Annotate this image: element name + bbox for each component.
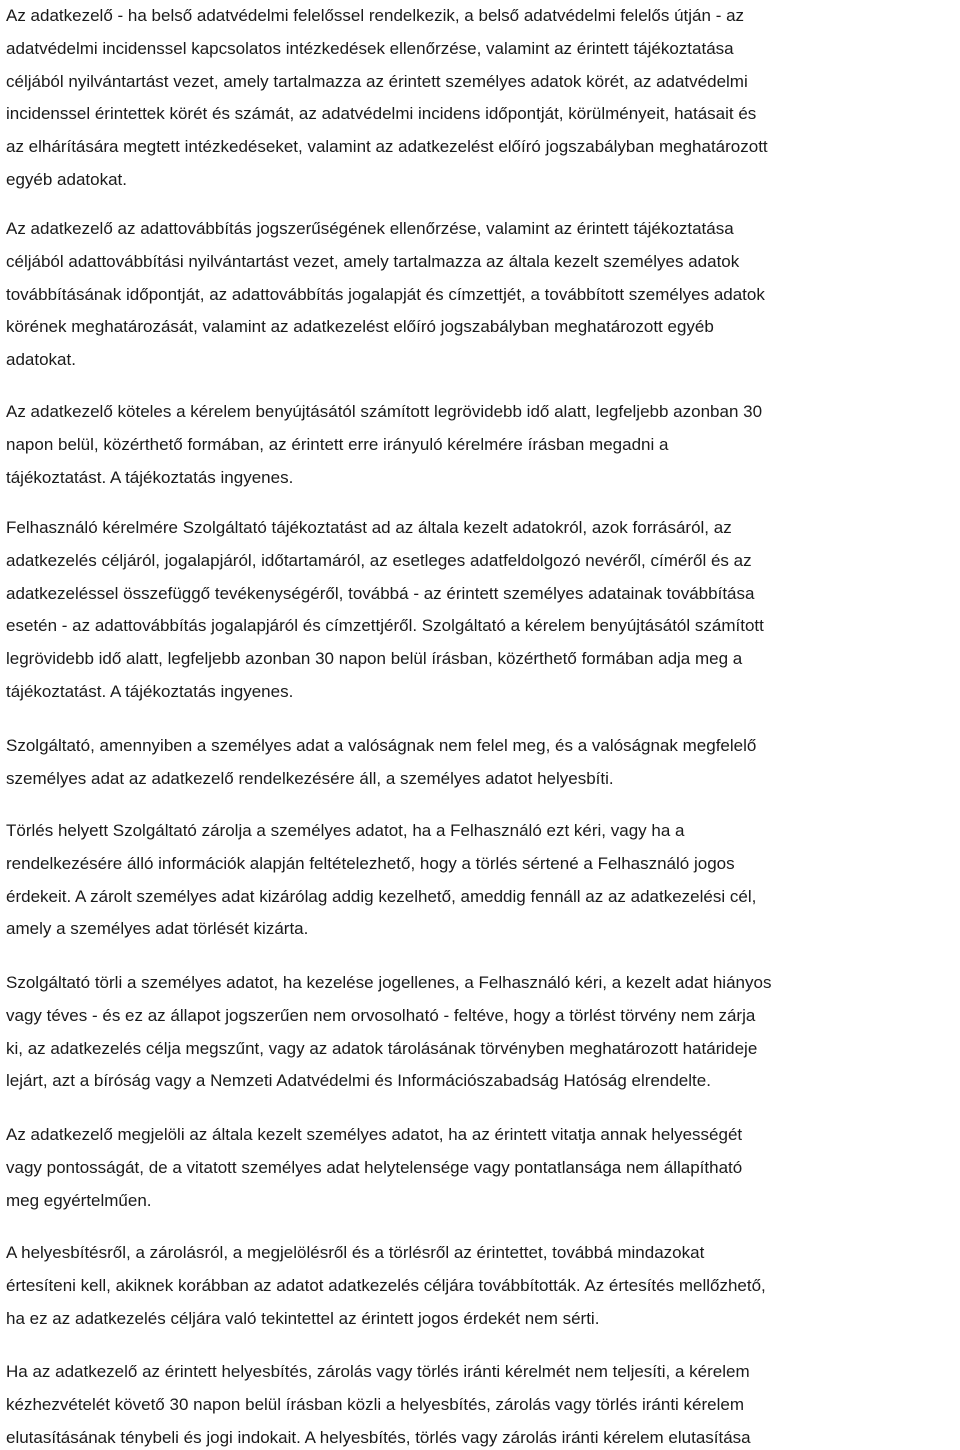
text-line: Szolgáltató törli a személyes adatot, ha kezelése jogellenes, a Felhasználó kéri, a kezelt adat hiányos	[6, 973, 772, 992]
text-line: céljából nyilvántartást vezet, amely tartalmazza az érintett személyes adatok körét, az adatvédelmi	[6, 71, 748, 91]
text-line: tájékoztatást. A tájékoztatás ingyenes.	[6, 681, 294, 701]
text-line: személyes adat az adatkezelő rendelkezésére áll, a személyes adatot helyesbíti.	[6, 768, 614, 788]
text-line: Az adatkezelő az adattovábbítás jogszerűségének ellenőrzése, valamint az érintett tájékoztatása	[6, 219, 734, 238]
text-line: Ha az adatkezelő az érintett helyesbítés, zárolás vagy törlés iránti kérelmét nem teljesíti, a kérelem	[6, 1362, 750, 1381]
text-line: adatokat.	[6, 350, 76, 370]
paragraph-user-information-request	[6, 512, 958, 709]
paragraph-incident-registry	[6, 0, 958, 197]
text-line: vagy téves - és ez az állapot jogszerűen nem orvosolható - feltéve, hogy a törlést törvény nem zárja	[6, 1005, 756, 1025]
text-line: továbbításának időpontját, az adattovábbítás jogalapját és címzettjét, a továbbított személyes adatok	[6, 284, 765, 304]
text-line: napon belül, közérthető formában, az érintett erre irányuló kérelmére írásban megadni a	[6, 434, 669, 454]
text-line: rendelkezésére álló információk alapján feltételezhető, hogy a törlés sértené a Felhasználó jogos	[6, 853, 735, 873]
text-line: esetén - az adattovábbítás jogalapjáról és címzettjéről. Szolgáltató a kérelem benyújtásától számított	[6, 616, 764, 636]
text-line: incidenssel érintettek körét és számát, az adatvédelmi incidens időpontját, körülményeit, hatásait és	[6, 104, 757, 124]
text-line: értesíteni kell, akiknek korábban az adatot adatkezelés céljára továbbították. Az értesítés mellőzhető,	[6, 1275, 766, 1295]
paragraph-erasure	[6, 967, 958, 1098]
text-line: legrövidebb idő alatt, legfeljebb azonban 30 napon belül írásban, közérthető formában adja meg a	[6, 649, 743, 669]
paragraph-marking	[6, 1119, 958, 1217]
text-line: adatkezelés céljáról, jogalapjáról, időtartamáról, az esetleges adatfeldolgozó nevéről, címéről és az	[6, 550, 752, 570]
text-line: céljából adattovábbítási nyilvántartást vezet, amely tartalmazza az általa kezelt személyes adatok	[6, 251, 740, 271]
text-line: vagy pontosságát, de a vitatott személyes adat helytelensége vagy pontatlansága nem állapítható	[6, 1157, 743, 1177]
text-line: adatvédelmi incidenssel kapcsolatos intézkedések ellenőrzése, valamint az érintett tájékoztatása	[6, 38, 734, 58]
text-line: Felhasználó kérelmére Szolgáltató tájékoztatást ad az általa kezelt adatokról, azok forrásáról, az	[6, 518, 732, 537]
text-line: ki, az adatkezelés célja megszűnt, vagy az adatok tárolásának törvényben meghatározott határideje	[6, 1038, 758, 1058]
text-line: egyéb adatokat.	[6, 169, 127, 189]
paragraph-blocking	[6, 815, 958, 946]
text-line: ha ez az adatkezelés céljára való tekintettel az érintett jogos érdekét nem sérti.	[6, 1308, 600, 1328]
paragraph-refusal	[6, 1356, 958, 1450]
text-line: A helyesbítésről, a zárolásról, a megjelölésről és a törlésről az érintettet, továbbá mindazokat	[6, 1243, 705, 1262]
text-line: lejárt, azt a bíróság vagy a Nemzeti Adatvédelmi és Információszabadság Hatóság elrendelte.	[6, 1071, 711, 1091]
paragraph-rectification	[6, 730, 958, 796]
text-line: az elhárítására megtett intézkedéseket, valamint az adatkezelést előíró jogszabályban meghatározott	[6, 137, 768, 157]
paragraph-notification	[6, 1237, 958, 1335]
paragraph-transfer-registry	[6, 213, 958, 377]
text-line: Az adatkezelő megjelöli az általa kezelt személyes adatot, ha az érintett vitatja annak helyességét	[6, 1125, 743, 1144]
text-line: adatkezeléssel összefüggő tevékenységéről, továbbá - az érintett személyes adatainak továbbítása	[6, 583, 755, 603]
text-line: körének meghatározását, valamint az adatkezelést előíró jogszabályban meghatározott egyéb	[6, 317, 714, 337]
text-line: Az adatkezelő - ha belső adatvédelmi felelőssel rendelkezik, a belső adatvédelmi felelős útján - az	[6, 6, 745, 25]
paragraph-information-deadline	[6, 396, 958, 494]
text-line: amely a személyes adat törlését kizárta.	[6, 919, 309, 939]
text-line: Az adatkezelő köteles a kérelem benyújtásától számított legrövidebb idő alatt, legfeljebb azonban 30	[6, 402, 763, 421]
text-line: Szolgáltató, amennyiben a személyes adat a valóságnak nem felel meg, és a valóságnak megfelelő	[6, 736, 757, 755]
text-line: Törlés helyett Szolgáltató zárolja a személyes adatot, ha a Felhasználó ezt kéri, vagy ha a	[6, 821, 685, 840]
text-line: meg egyértelműen.	[6, 1190, 152, 1210]
text-line: érdekeit. A zárolt személyes adat kizárólag addig kezelhető, ameddig fennáll az az adatkezelési cél,	[6, 886, 757, 906]
text-line: tájékoztatást. A tájékoztatás ingyenes.	[6, 467, 294, 487]
text-line: elutasításának ténybeli és jogi indokait. A helyesbítés, törlés vagy zárolás iránti kérelem elutasítása	[6, 1427, 751, 1447]
text-line: kézhezvételét követő 30 napon belül írásban közli a helyesbítés, zárolás vagy törlés iránti kérelem	[6, 1394, 745, 1414]
